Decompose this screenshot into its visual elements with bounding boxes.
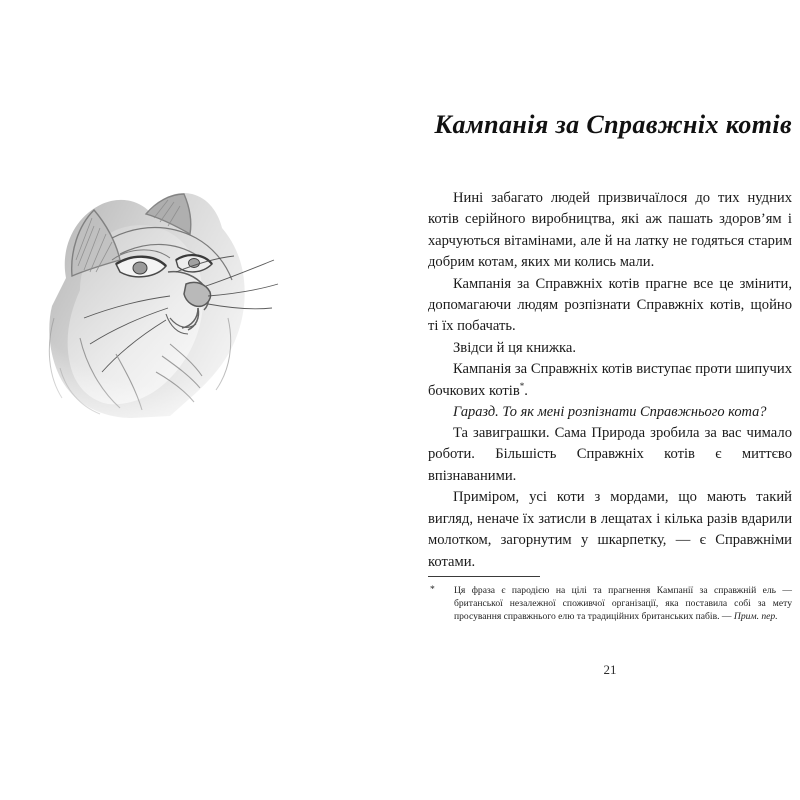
question-line: Гаразд. То як мені розпізнати Справжнього кота? — [453, 404, 767, 421]
cat-head-sketch-illustration — [20, 168, 320, 428]
chapter-title: Кампанія за Справжніх котів — [434, 110, 792, 139]
footnote-text-main: Ця фраза є пародією на цілі та прагнення Кампанії за справжній ель — британської незалежної споживчої організації, яка поставила собі за мету просування справжнього елю та традиційних британських пабів. — — [454, 585, 792, 623]
paragraph-1: Нині забагато людей призвичаїлося до тих нудних котів серійного виробництва, які аж пашать здоров’ям і харчуються вітамінами, але й на латку не годяться старим добрим котам, яких ми колись мали. — [428, 190, 792, 271]
paragraph-4-text: Кампанія за Справжніх котів виступає проти шипучих бочкових котів — [428, 361, 792, 399]
paragraph-4: Кампанія за Справжніх котів виступає проти шипучих бочкових котів*. — [428, 361, 792, 399]
paragraph-6: Приміром, усі коти з мордами, що мають такий вигляд, неначе їх затисли в лещатах і кілька разів вдарили молотком, загорнутим у шкарпетку, — є Справжніми котами. — [428, 489, 792, 570]
footnote-marker: * — [430, 584, 435, 595]
footnote-text — [428, 584, 792, 624]
body-text — [428, 188, 792, 573]
footnote-rule — [428, 576, 540, 577]
footnote-translator-note: Прим. пер. — [733, 611, 778, 623]
paragraph-5: Та завиграшки. Сама Природа зробила за вас чимало роботи. Більшість Справжніх котів є миттєво впізнаваними. — [428, 425, 792, 484]
footnote — [428, 576, 792, 624]
text-column — [428, 108, 792, 573]
paragraph-2: Кампанія за Справжніх котів прагне все це змінити, допомагаючи людям розпізнати Справжніх котів, щойно ті їх побачать. — [428, 275, 792, 335]
paragraph-3: Звідси й ця книжка. — [453, 339, 577, 356]
footnote-reference[interactable]: * — [519, 380, 525, 391]
page-number: 21 — [603, 662, 617, 677]
